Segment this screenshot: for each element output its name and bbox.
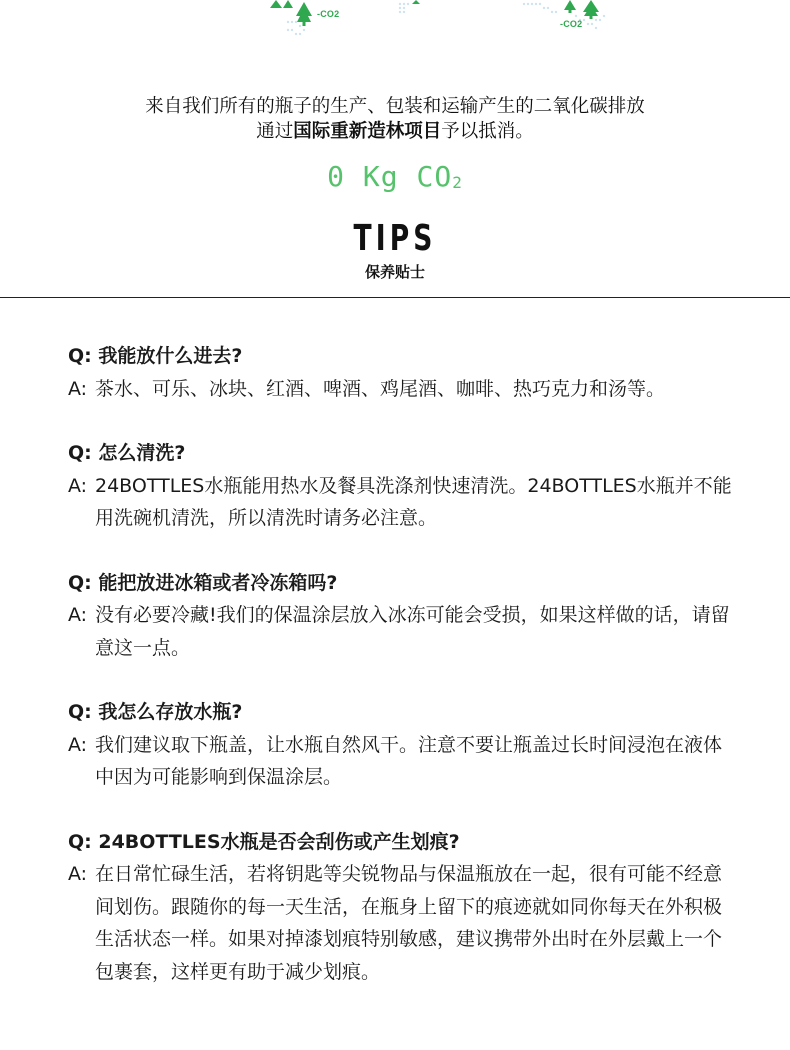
co2-tag-right: -CO2 [560,19,583,29]
faq-question: Q: 24BOTTLES水瓶是否会刮伤或产生划痕? [68,830,460,853]
section-divider [0,297,790,298]
faq-answer [68,858,748,988]
carbon-readout [0,160,790,193]
faq-item [68,696,748,794]
co2-tag-left: -CO2 [317,9,340,19]
answer-text: 24BOTTLES水瓶能用热水及餐具洗涤剂快速清洗。24BOTTLES水瓶并不能用洗碗机清洗，所以清洗时请务必注意。 [95,474,732,529]
tips-subtitle: 保养贴士 [364,263,425,281]
faq-answer [68,470,748,535]
statement-line-2 [0,119,790,144]
answer-prefix: A: [68,474,88,497]
carbon-value: 0 Kg CO [327,160,453,193]
faq-answer [68,729,748,794]
world-map-fragment [0,0,790,40]
answer-prefix: A: [68,604,88,626]
faq-item [68,340,748,405]
tips-title: TIPS [353,218,437,259]
map-dots-graphic [0,0,790,40]
answer-prefix: A: [68,733,88,756]
offset-statement [0,94,790,144]
answer-text: 在日常忙碌生活，若将钥匙等尖锐物品与保温瓶放在一起，很有可能不经意间划伤。跟随你的每一天生活，在瓶身上留下的痕迹就如同你每天在外积极生活状态一样。如果对掉漆划痕特别敏感，建议携带外出时在外层戴上一个包裹套，这样更有助于减少划痕。 [95,863,723,983]
faq-list [68,340,748,1020]
reforestation-project-name: 国际重新造林项目 [293,121,442,142]
faq-item [68,567,748,665]
answer-prefix: A: [68,863,88,885]
faq-question: Q: 我能放什么进去? [68,345,243,367]
carbon-subscript: 2 [452,173,463,192]
faq-answer [68,599,748,664]
faq-item [68,437,748,535]
faq-question: Q: 能把放进冰箱或者冷冻箱吗? [68,571,338,594]
statement-line-2-prefix: 通过 [256,121,294,142]
statement-line-2-suffix: 予以抵消。 [441,121,534,142]
faq-item [68,826,748,989]
answer-text: 茶水、可乐、冰块、红酒、啤酒、鸡尾酒、咖啡、热巧克力和汤等。 [95,377,666,400]
statement-line-1: 来自我们所有的瓶子的生产、包装和运输产生的二氧化碳排放 [145,96,645,117]
faq-question: Q: 怎么清洗? [68,442,186,464]
faq-question: Q: 我怎么存放水瓶? [68,701,243,723]
answer-prefix: A: [68,377,88,400]
answer-text: 我们建议取下瓶盖，让水瓶自然风干。注意不要让瓶盖过长时间浸泡在液体中因为可能影响到保温涂层。 [95,733,723,788]
faq-answer [68,373,748,406]
answer-text: 没有必要冷藏!我们的保温涂层放入冰冻可能会受损，如果这样做的话，请留意这一点。 [95,604,730,659]
